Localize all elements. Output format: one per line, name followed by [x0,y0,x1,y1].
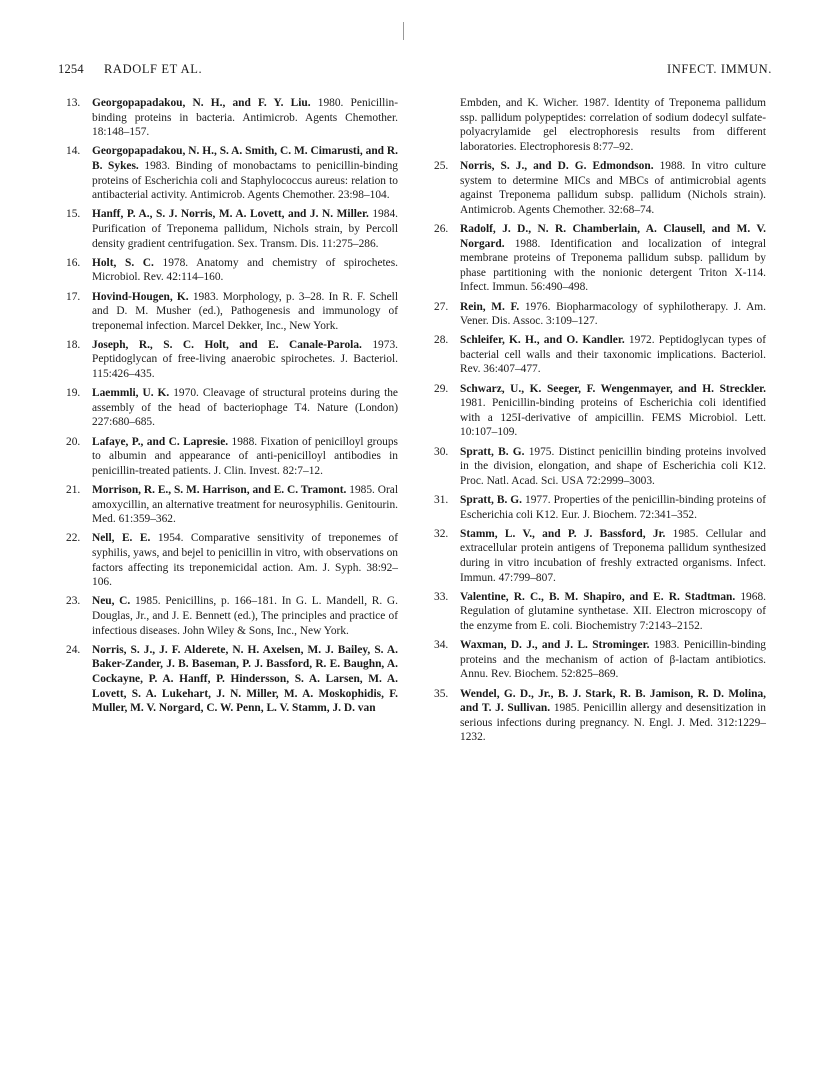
reference-authors: Morrison, R. E., S. M. Harrison, and E. C. Tramont. [92,484,347,496]
reference-text: 1985. Penicillins, p. 166–181. In G. L. Mandell, R. G. Douglas, Jr., and J. E. Bennett (ed.), The principles and practice of infectious diseases. John Wiley & Sons, Inc., New York. [92,595,398,637]
reference-authors: Spratt, B. G. [460,445,525,458]
reference-number: 23. [66,595,81,608]
reference-text: 1988. In vitro culture system to determine MICs and MBCs of antimicrobial agents against Treponema pallidum subsp. pallidum (Nichols strain). Antimicrob. Agents Chemother. 32:68–74. [460,159,766,216]
reference-text: 1988. Identification and localization of integral membrane proteins of Treponema pallidum subsp. pallidum by phase partitioning with the nonionic detergent Triton X-114. Infect. Immun. 56:490–498. [460,237,766,294]
reference-authors: Spratt, B. G. [460,494,522,506]
reference-item [426,493,766,522]
reference-text: 1977. Properties of the penicillin-binding proteins of Escherichia coli K12. Eur. J. Biochem. 72:341–352. [460,494,766,521]
reference-number: 35. [434,687,449,700]
reference-text: 1973. Peptidoglycan of free-living anaerobic spirochetes. J. Bacteriol. 115:426–435. [92,338,398,381]
reference-number: 34. [434,639,449,652]
reference-number: 27. [434,300,449,313]
reference-authors: Hovind-Hougen, K. [92,290,189,303]
reference-authors: Joseph, R., S. C. Holt, and E. Canale-Parola. [92,338,362,351]
reference-item [58,207,398,251]
reference-authors: Wendel, G. D., Jr., B. J. Stark, R. B. Jamison, R. D. Molina, and T. J. Sullivan. [460,687,766,715]
reference-number: 30. [434,445,449,458]
reference-text: 1985. Oral amoxycillin, an alternative treatment for neurosyphilis. Genitourin. Med. 61:359–362. [92,484,398,526]
reference-authors: Schleifer, K. H., and O. Kandler. [460,334,625,347]
reference-authors: Rein, M. F. [460,300,520,313]
reference-number: 19. [66,387,81,400]
reference-number: 28. [434,334,449,347]
reference-authors: Norris, S. J., J. F. Alderete, N. H. Axelsen, M. J. Bailey, S. A. Baker-Zander, J. B. Baseman, P. J. Bassford, R. E. Baughn, A. Cockayne, P. A. Hanff, P. Hindersson, S. A. Larsen, M. A. Lovett, S. A. Lukehart, J. N. Miller, M. A. Moskophidis, F. Muller, M. V. Norgard, C. W. Penn, L. V. Stamm, J. D. van [92,643,398,715]
reference-text: 1980. Penicillin-binding proteins in bacteria. Antimicrob. Agents Chemother. 18:148–157. [92,97,399,139]
reference-number: 15. [66,208,81,221]
reference-authors: Waxman, D. J., and J. L. Strominger. [460,639,650,652]
reference-item [58,594,398,638]
reference-text: 1976. Biopharmacology of syphilotherapy. J. Am. Vener. Dis. Assoc. 3:109–127. [460,300,766,328]
reference-item [426,445,766,489]
reference-text: 1975. Distinct penicillin binding proteins involved in the division, elongation, and shape of Escherichia coli K12. Proc. Natl. Acad. Sci. USA 72:2999–3003. [460,445,766,487]
reference-continuation: Embden, and K. Wicher. 1987. Identity of Treponema pallidum ssp. pallidum polypeptides: correlation of sodium dodecyl sulfate-polyacrylamide gel electrophoresis results from different laboratories. Electrophoresis 8:77–92. [460,97,766,153]
reference-item [58,144,398,202]
reference-number: 13. [66,97,81,109]
reference-number: 31. [434,494,449,506]
running-authors: RADOLF ET AL. [104,62,203,76]
reference-text: 1985. Cellular and extracellular protein antigens of Treponema pallidum synthesized during in vitro incubation of freshly extracted organisms. Infect. Immun. 47:799–807. [460,527,766,584]
reference-text: 1968. Regulation of glutamine synthetase. XII. Electron microscopy of the enzyme from E. coli. Biochemistry 7:2143–2152. [460,590,766,632]
page-header [58,62,772,80]
reference-item [426,300,766,329]
reference-authors: Holt, S. C. [92,256,154,269]
reference-item [58,643,398,716]
reference-number: 18. [66,338,81,351]
reference-item [58,435,398,479]
reference-authors: Georgopapadakou, N. H., S. A. Smith, C. M. Cimarusti, and R. B. Sykes. [92,145,398,172]
reference-authors: Laemmli, U. K. [92,387,170,400]
crop-mark [403,22,404,40]
reference-authors: Georgopapadakou, N. H., and F. Y. Liu. [92,97,311,109]
reference-text: 1988. Fixation of penicilloyl groups to albumin and appearance of anti-penicilloyl antibodies in penicillin-treated patients. J. Clin. Invest. 82:7–12. [92,435,398,477]
reference-item [426,687,766,745]
reference-item [426,159,766,217]
reference-text: 1981. Penicillin-binding proteins of Escherichia coli identified with a 125I-derivative of ampicillin. FEMS Microbiol. Lett. 10:107–109. [460,397,766,439]
reference-text: 1983. Morphology, p. 3–28. In R. F. Schell and D. M. Musher (ed.), Pathogenesis and immunology of treponemal infection. Marcel Dekker, Inc., New York. [92,290,398,332]
reference-authors: Neu, C. [92,595,131,608]
reference-authors: Schwarz, U., K. Seeger, F. Wengenmayer, and H. Streckler. [460,382,766,395]
journal-name: INFECT. IMMUN. [666,62,772,76]
reference-number: 26. [434,222,449,235]
reference-number: 21. [66,484,81,496]
reference-number: 25. [434,159,449,172]
page-number: 1254 [58,62,84,76]
reference-authors: Valentine, R. C., B. M. Shapiro, and E. R. Stadtman. [460,590,736,603]
references-left-column [58,96,398,720]
reference-text: 1983. Binding of monobactams to penicillin-binding proteins of Escherichia coli and Staphylococcus aureus: relation to antibacterial activity. Antimicrob. Agents Chemother. 23:98–104. [92,159,398,202]
reference-text: 1978. Anatomy and chemistry of spirochetes. Microbiol. Rev. 42:114–160. [92,256,399,284]
reference-text: 1970. Cleavage of structural proteins during the assembly of the head of bacteriophage T4. Nature (London) 227:680–685. [92,387,398,429]
reference-authors: Stamm, L. V., and P. J. Bassford, Jr. [460,527,666,540]
reference-number: 22. [66,532,81,545]
reference-text: 1984. Purification of Treponema pallidum, Nichols strain, by Percoll density gradient centrifugation. Sex. Transm. Dis. 11:275–286. [92,208,398,250]
reference-authors: Norris, S. J., and D. G. Edmondson. [460,159,654,172]
reference-item [426,333,766,377]
reference-text: 1983. Penicillin-binding proteins and the mechanism of action of β-lactam antibiotics. Annu. Rev. Biochem. 52:825–869. [460,639,766,681]
reference-item [58,338,398,382]
references-right-column [426,96,766,749]
reference-item [426,222,766,295]
reference-item [426,382,766,440]
reference-number: 17. [66,290,81,303]
reference-authors: Hanff, P. A., S. J. Norris, M. A. Lovett, and J. N. Miller. [92,208,369,221]
reference-authors: Nell, E. E. [92,532,151,545]
reference-item [58,96,398,140]
reference-number: 33. [434,590,449,603]
reference-text: 1985. Penicillin allergy and desensitization in serious infections during pregnancy. N. Engl. J. Med. 312:1229–1232. [460,702,766,744]
reference-item [58,290,398,334]
reference-item [58,483,398,527]
reference-item [58,386,398,430]
reference-number: 24. [66,643,81,656]
reference-item [58,531,398,589]
reference-item [58,256,398,285]
reference-text: 1954. Comparative sensitivity of treponemes of syphilis, yaws, and bejel to penicillin in vitro, with observations on factors affecting its treponemicidal action. Am. J. Syph. 38:92–106. [92,532,399,589]
reference-text: 1972. Peptidoglycan types of bacterial cell walls and their taxonomic implications. Bacteriol. Rev. 36:407–477. [460,334,766,376]
reference-number: 32. [434,527,449,540]
reference-item [426,638,766,682]
reference-number: 14. [66,145,81,158]
reference-number: 20. [66,435,81,448]
reference-number: 29. [434,382,449,395]
reference-item [426,590,766,634]
reference-item [426,527,766,585]
reference-authors: Lafaye, P., and C. Lapresie. [92,435,229,448]
reference-authors: Radolf, J. D., N. R. Chamberlain, A. Clausell, and M. V. Norgard. [460,222,766,250]
reference-number: 16. [66,256,81,269]
